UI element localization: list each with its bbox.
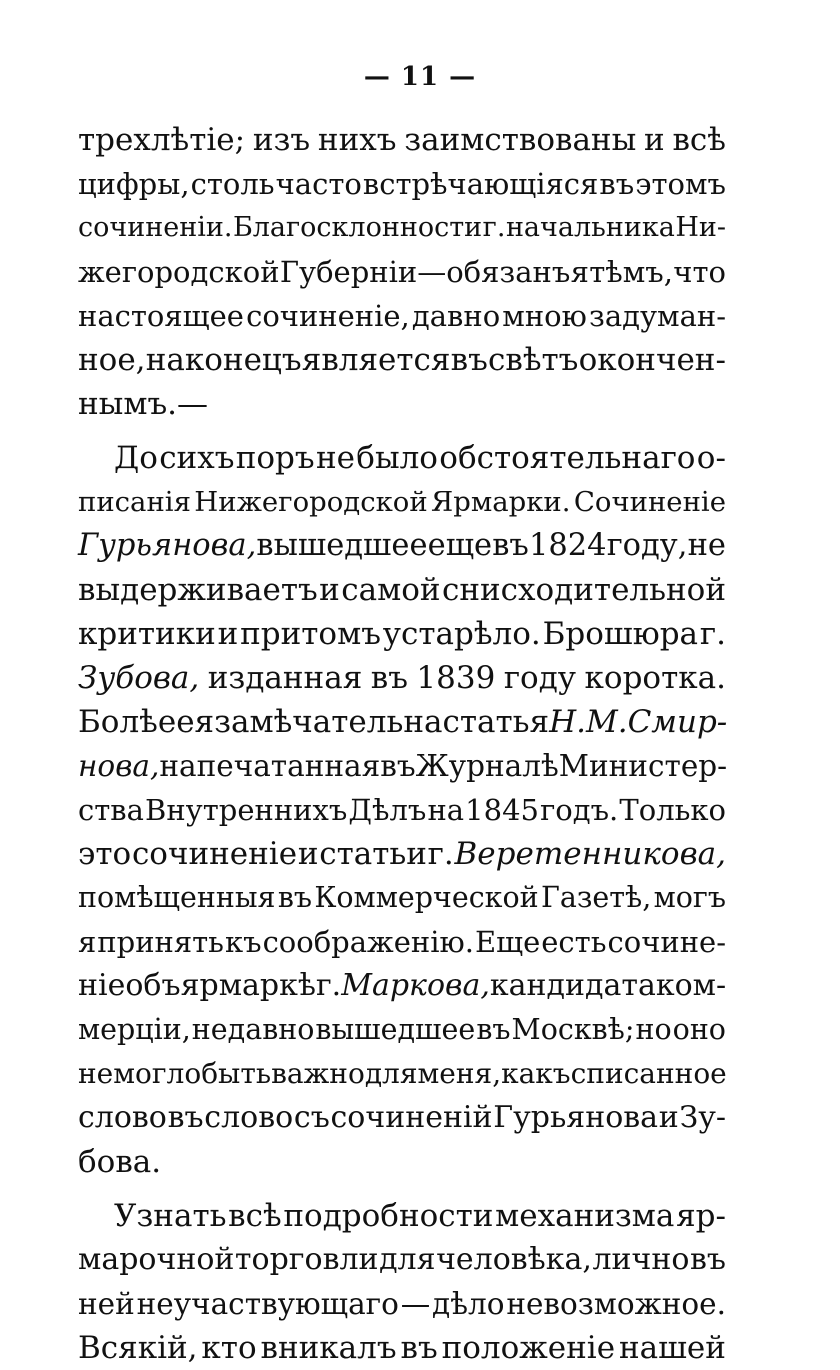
word: положеніе [441, 1330, 616, 1366]
word: напечатанная [159, 749, 381, 783]
word: жегородской [78, 255, 280, 289]
word: и [644, 122, 665, 158]
word: г. [482, 212, 506, 243]
text-line [78, 1326, 726, 1370]
word: нымъ.— [78, 386, 209, 422]
word: было [356, 440, 438, 476]
word: бова. [78, 1144, 162, 1180]
word: дѣло [432, 1287, 505, 1321]
text-line [78, 1194, 726, 1238]
word: не [687, 528, 726, 563]
word: заимствованы [404, 122, 637, 158]
text-line [78, 524, 726, 568]
word: — [400, 1287, 431, 1321]
word: марочной [78, 1242, 235, 1277]
text-line [78, 656, 726, 700]
word: Гурьянова [493, 1100, 659, 1135]
author-name-italic: Гурьянова, [78, 528, 257, 563]
word: и [217, 616, 239, 652]
author-name-italic: Веретенникова, [454, 836, 726, 872]
word: неучаствующаго [136, 1287, 399, 1321]
author-name-italic: Маркова, [341, 968, 490, 1003]
text-line [78, 206, 726, 250]
text-line [78, 1238, 726, 1282]
text-line [78, 568, 726, 612]
word: списанное [570, 1057, 727, 1090]
text-line [78, 700, 726, 744]
word: писанія [78, 486, 191, 518]
word: г. [315, 968, 342, 1003]
text-line [78, 294, 726, 338]
word: притомъ [240, 616, 381, 652]
word: механизма [495, 1198, 675, 1234]
word: критики [78, 616, 216, 652]
text-line [78, 250, 726, 294]
word: человѣка, [436, 1242, 592, 1277]
word: въ [476, 1013, 511, 1046]
word: самой [341, 572, 441, 608]
word: ней [78, 1287, 135, 1321]
word: сочиненіе [131, 836, 298, 872]
word: ное, [78, 342, 146, 378]
author-name-italic: Зубова, [78, 660, 200, 696]
word: обстоятельнаго [439, 440, 696, 476]
body-text [78, 118, 726, 1370]
word: всѣ [672, 122, 726, 158]
word: въ [370, 660, 408, 696]
word: наконецъ [145, 342, 302, 378]
word: не [78, 1057, 114, 1090]
author-name-italic: Н. [549, 704, 586, 740]
word: еще [427, 528, 493, 563]
word: Журналѣ [415, 749, 559, 783]
word: мною [502, 299, 587, 333]
text-line [78, 876, 726, 920]
word: устарѣло. [382, 616, 541, 652]
word: давно [411, 299, 501, 333]
text-line [78, 382, 726, 426]
word: нихъ [317, 122, 397, 158]
word: встрѣчающіяся [362, 167, 599, 201]
word: невозможное. [506, 1287, 726, 1321]
word: помѣщенныя [78, 881, 276, 914]
word: недавно [191, 1013, 315, 1046]
word: сочиненіи. [78, 212, 233, 243]
paragraph-2 [78, 436, 726, 1184]
paragraph-gap [78, 426, 726, 436]
word: 1845 [465, 793, 539, 827]
word: ства [78, 793, 144, 827]
word: Губерніи—обязанъ [279, 255, 571, 289]
word: для [379, 1242, 436, 1277]
word: окончен- [578, 342, 726, 378]
text-line [78, 1282, 726, 1326]
word: быть [201, 1057, 272, 1090]
word: настоящее [78, 299, 244, 333]
word: Болѣе [78, 704, 177, 740]
word: г. [699, 616, 726, 652]
word: въ [277, 881, 313, 914]
word: ярмаркѣ [180, 968, 316, 1003]
word: подробности [283, 1198, 494, 1234]
word: цифры, [78, 167, 190, 201]
word: выдерживаетъ [78, 572, 318, 608]
word: всѣ [228, 1198, 282, 1234]
word: въ [380, 749, 416, 783]
word: начальника [505, 212, 675, 243]
word: въ [167, 1100, 204, 1135]
word: Брошюра [542, 616, 699, 652]
text-line [78, 1052, 726, 1096]
word: Зу- [679, 1100, 726, 1135]
word: въ [492, 528, 529, 563]
word: мерціи, [78, 1013, 191, 1046]
word: и [297, 836, 319, 872]
text-line [78, 612, 726, 656]
word: въ [450, 342, 488, 378]
word: статья [442, 704, 550, 740]
word: 1824 [528, 528, 607, 563]
word: я [78, 925, 97, 959]
word: вышедшее [256, 528, 428, 563]
text-line [78, 480, 726, 524]
word: кандидата [489, 968, 656, 1003]
word: объ [125, 968, 181, 1003]
word: году [503, 660, 577, 696]
word: Узнать [114, 1198, 227, 1234]
word: вышедшее [315, 1013, 476, 1046]
word: Только [619, 793, 726, 827]
word: Москвѣ; [511, 1013, 635, 1046]
page-number: — 11 — [363, 62, 477, 92]
word: могъ [653, 881, 726, 914]
word: снисходительной [441, 572, 726, 608]
paragraph-1 [78, 118, 726, 426]
word: есть [541, 925, 607, 959]
word: Коммерческой [314, 881, 539, 914]
word: оно [672, 1013, 726, 1046]
word: свѣтъ [488, 342, 579, 378]
word: принять [97, 925, 224, 959]
word: не [315, 440, 355, 476]
word: 1839 [416, 660, 496, 696]
text-line [78, 1140, 726, 1184]
word: изъ [252, 122, 311, 158]
word: но [635, 1013, 672, 1046]
word: и [319, 572, 340, 608]
text-line [78, 162, 726, 206]
word: ея [176, 704, 215, 740]
word: часто [275, 167, 362, 201]
word: этомъ [635, 167, 726, 201]
word: Всякій, [78, 1330, 198, 1366]
text-line [78, 744, 726, 788]
word: г. [427, 836, 454, 872]
word: торговли [234, 1242, 379, 1277]
word: столь [190, 167, 275, 201]
word: сихъ [159, 440, 235, 476]
word: Сочиненіе [573, 486, 726, 518]
word: коротка. [584, 660, 726, 696]
word: годъ. [540, 793, 619, 827]
text-line [78, 1008, 726, 1052]
word: меня, [417, 1057, 502, 1090]
word: Ни- [675, 212, 726, 243]
word: какъ [501, 1057, 571, 1090]
word: является [301, 342, 451, 378]
word: для [364, 1057, 418, 1090]
word: статьи [319, 836, 427, 872]
text-line [78, 338, 726, 382]
word: могло [113, 1057, 202, 1090]
word: поръ [235, 440, 315, 476]
word: Благосклонности [232, 212, 483, 243]
text-line [78, 788, 726, 832]
paragraph-gap [78, 1184, 726, 1194]
author-name-italic: М. [585, 704, 628, 740]
word: яр- [676, 1198, 726, 1234]
word: я [570, 255, 589, 289]
word: это [78, 836, 132, 872]
word: слово [204, 1100, 294, 1135]
word: До [114, 440, 158, 476]
word: и [658, 1100, 679, 1135]
author-name-italic: нова, [78, 749, 160, 783]
word: что [673, 255, 726, 289]
word: Ярмарки. [431, 486, 571, 518]
word: соображенію. [262, 925, 474, 959]
word: Газетѣ, [540, 881, 652, 914]
text-line [78, 964, 726, 1008]
author-name-italic: Смир- [627, 704, 728, 740]
word: слово [78, 1100, 167, 1135]
word: кто [201, 1330, 257, 1366]
word: замѣчательна [214, 704, 443, 740]
word: Нижегородской [194, 486, 428, 518]
word: на [427, 793, 465, 827]
word: къ [224, 925, 262, 959]
word: въ [400, 1330, 438, 1366]
word: ніе [78, 968, 126, 1003]
word: изданная [207, 660, 363, 696]
word: вникалъ [260, 1330, 397, 1366]
word: Министер- [558, 749, 728, 783]
text-line [78, 832, 726, 876]
text-line [78, 118, 726, 162]
text-line [78, 1096, 726, 1140]
word: лично [592, 1242, 690, 1277]
word: сочиненій [330, 1100, 493, 1135]
word: трехлѣтіе; [78, 122, 246, 158]
word: Внутреннихъ [145, 793, 348, 827]
word: сочиненіе, [246, 299, 410, 333]
word: тѣмъ, [589, 255, 673, 289]
paragraph-3 [78, 1194, 726, 1370]
word: сочине- [607, 925, 726, 959]
word: въ [689, 1242, 726, 1277]
text-line [78, 436, 726, 480]
word: задуман- [589, 299, 726, 333]
word: въ [599, 167, 635, 201]
word: о- [696, 440, 726, 476]
word: нашей [618, 1330, 726, 1366]
word: важно [271, 1057, 365, 1090]
text-line [78, 920, 726, 964]
word: ком- [655, 968, 727, 1003]
word: Еще [474, 925, 541, 959]
word: году, [606, 528, 688, 563]
word: съ [293, 1100, 330, 1135]
word: Дѣлъ [348, 793, 427, 827]
